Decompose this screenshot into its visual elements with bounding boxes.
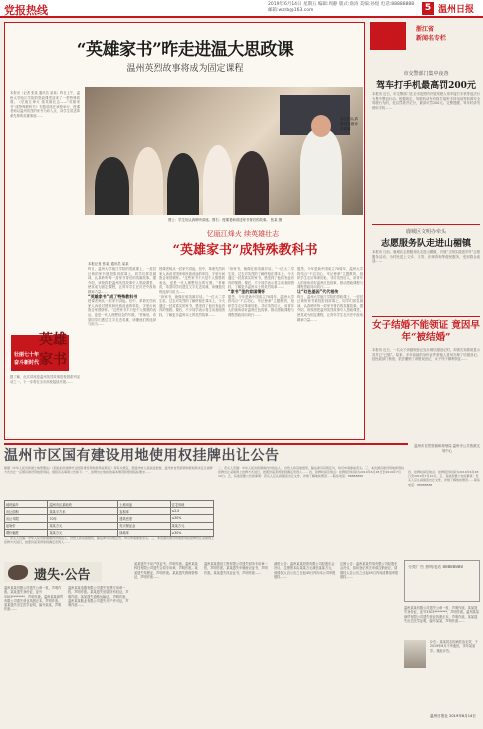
section-title: 党报热线 [4,4,48,17]
table-cell: 某某万元 [170,522,213,529]
divider [372,224,480,225]
story2-kicker: 鹿城区文明办牵头 [405,229,446,235]
page-number: 5 [422,2,434,15]
story1-headline: 驾车打手机最高罚200元 [376,81,476,91]
body-text: “读家书，就像在和英雄对话。”一位大二学生说，过去对英烈的了解停留在课本上，今天通过一封封真实的家书，感受到了他们有血有肉的情感。课后，不少同学表示将主动查阅资料，了解更多温州本土的英烈故事…… [159,294,225,317]
teacher-figure [300,129,342,215]
body-text: 昨日，温州大学瓯江学院的思政课上，一封封泛黄的家书被投影到屏幕上，同学们屏息凝神，认真聆听每一封家书背后的英雄故事。据介绍，该校将把温州英烈故事引入思政课堂，使其成为固定课程，让青年学生在历史中汲取精神力量…… [297,294,363,322]
land-parcel-table [4,500,214,537]
anniversary-badge [11,332,69,371]
story2-headline: 志愿服务队走进山楣镇 [380,239,471,249]
table-cell: 起始价 [5,522,48,529]
classified-col-6: 注销公告：温州某某贸易有限公司经股东会决议，拟向登记机关申请注销登记，请债权人自公告之日起45日内向清算组申报债权…… [340,562,399,579]
table-cell: 建筑密度 [118,515,170,522]
notice-intro: 根据《中华人民共和国土地管理法》《招标拍卖挂牌出让国有建设用地使用权规定》等有关规定，经温州市人民政府批准，温州市自然资源和规划局决定以挂牌方式出让一宗国有建设用地使用权。现将有关事项公告如下：一、挂牌出让地块的基本情况和规划指标要求…… [4,466,213,475]
section-heading: “英雄家书”成了特殊教科书 [88,293,138,299]
photo-caption: 图上：学生们认真聆听讲座。图右：授课老师讲述家书背后的故事。 张某 摄 [167,218,283,222]
photo-overlay-text: 学生们认真聆听英雄家书故事 [340,117,358,131]
classified-col-5: 减资公告：温州某某投资有限公司经股东会决议，注册资本由某某万元减至某某万元，请债权人自公告之日起45日内向本公司申报债权…… [274,562,336,579]
table-cell: ≥30% [170,529,213,536]
header-meta: 2019年6月14日 星期五 编辑:周静 版式:俞涛 美编:孙煜 电话:88888888 邮箱:wzrb@163.com [268,2,415,13]
story2-body: 本报讯 日前，鹿城区志愿服务队走进山楣镇，开展“文明实践进乡村”志愿服务活动，为村民送上义诊、义剪、法律咨询等便民服务，受到群众欢迎…… [372,250,480,264]
classified-col-1: 温州某某有限公司遗失公章一枚，声明作废。某某遗失身份证，证号3303********，声明作废。温州某某商贸有限公司遗失营业执照正本，声明作废。某某遗失出生医学证明，编号某某，声明作废…… [4,586,64,612]
body-column-4 [297,267,363,435]
table-cell: 某某万元 [48,529,118,536]
body-text: 据悉，今年是新中国成立70周年，温州大学将结合“不忘初心、牢记使命”主题教育，组织学生走访革命旧址、寻访英烈后人，用青年人的视角讲好温州红色故事，推动思政课程与课程思政同向同行…… [228,294,294,317]
section-heading: “家书”里的家国情怀 [228,288,266,294]
classifieds-header [4,562,102,582]
body-column-1 [88,267,156,435]
ad-text: 分类广告 热线电话 88888888 [408,565,463,569]
badge-line-1: 壮丽七十年 [14,352,40,358]
table-cell: 某某万元 [48,522,118,529]
table-cell: 土地用途 [118,501,170,508]
column-tag-icon [370,22,406,50]
second-kicker: 忆瓯江烽火 续英雄壮志 [206,230,280,238]
lead-paragraph-2: 据了解，此次讲座是温州英烈故事进校园系列活动之一，下一步将在全市高校陆续开展…… [10,375,80,384]
newspaper-logo: 温州日报 [438,5,475,15]
notice-org: 温州市自然资源和规划局 温州市公共资源交易中心 [414,444,480,453]
table-cell: 出让年限 [5,515,48,522]
feature-subhead: 温州英烈故事将成为固定课程 [126,64,244,74]
portrait-photo [404,640,426,668]
table-row [5,515,214,522]
badge-script-title: 英雄家书 [39,332,67,368]
feature-headline: “英雄家书”昨走进温大思政课 [76,40,294,60]
page-header [0,0,483,18]
obituary-text: 讣告：某某同志因病医治无效，于2019年6月不幸逝世，享年某某岁。谨此讣告。 [430,640,478,653]
table-cell: 容积率 [118,508,170,515]
feature-article [4,22,365,440]
table-cell: 绿地率 [118,529,170,536]
body-text: 授课老师从一封家书讲起。信中，革命先烈向家人诉说对国家和民族前途的牵挂，字里行间饱含家国情怀。“这些家书不只是个人情感的表达，更是一代人理想信念的写照。”老师说，希望同学们透过文字走近英雄，读懂他们的选择与担当…… [88,299,156,327]
table-cell: 某某平方米 [48,508,118,515]
badge-line-2: 奋斗新时代 [14,360,40,366]
classified-col-3: 某某遗失不动产权证书，声明作废。温州某某科技有限公司遗失合同专用章，声明作废。某某遗失驾驶证，声明作废。某某遗失教师资格证，声明作废…… [134,562,198,579]
table-cell: 地块编号 [5,501,48,508]
notice-contact: 四、挂牌时间及地点：挂牌报价时间为2019年6月28日至2019年7月10日。五、其他需要公告的事项：竞买人应认真阅读出让文件，详细了解地块情况……联系电话：88888888 [408,470,480,487]
mascot-icon [8,565,28,580]
body-text: 据悉，今年是新中国成立70周年，温州大学将结合“不忘初心、牢记使命”主题教育，组织学生走访革命旧址、寻访英烈后人，用青年人的视角讲好温州红色故事，推动思政课程与课程思政同向同行…… [297,267,363,290]
notice-text: 二、竞买人范围：中华人民共和国境内外的法人、自然人和其他组织，除法律另有规定外，均可申请参加竞买。三、本次国有建设用地使用权挂牌出让采取网上挂牌方式进行，按照价高者得原则确定竞得人…… [218,466,404,475]
column-tag-line-1: 浙江省 [416,26,435,33]
table-row [5,522,214,529]
section-heading: 让“红色基因”代代相传 [297,288,339,294]
column-tag [370,22,480,64]
story1-kicker: 市交警部门集中夜查 [403,71,449,77]
teacher-head [311,115,331,137]
table-row [5,501,214,508]
body-column-3 [228,267,294,435]
byline: 本报记者 张某 通讯员 某某 [88,262,129,266]
notice-text: 四、挂牌时间及地点：挂牌报价时间为2019年6月28日至2019年7月10日。五、其他需要公告的事项：竞买人应认真阅读出让文件，详细了解地块情况……联系电话：88888888 [218,470,401,479]
table-cell: 70年 [48,515,118,522]
divider [372,316,480,317]
classroom-photo [85,87,363,215]
body-text: 昨日，温州大学瓯江学院的思政课上，一封封泛黄的家书被投影到屏幕上，同学们屏息凝神，认真聆听每一封家书背后的英雄故事。据介绍，该校将把温州英烈故事引入思政课堂，使其成为固定课程，让青年学生在历史中汲取精神力量…… [88,267,156,294]
table-cell: 住宅用地 [170,501,213,508]
table-row [5,508,214,515]
body-text: 授课老师从一封家书讲起。信中，革命先烈向家人诉说对国家和民族前途的牵挂，字里行间饱含家国情怀。“这些家书不只是个人情感的表达，更是一代人理想信念的写照。”老师说，希望同学们透过文字走近英雄，读懂他们的选择与担当…… [159,267,225,294]
body-text: “读家书，就像在和英雄对话。”一位大二学生说，过去对英烈的了解停留在课本上，今天通过一封封真实的家书，感受到了他们有血有肉的情感。课后，不少同学表示将主动查阅资料，了解更多温州本土的英烈故事…… [228,267,294,290]
table-cell: ≤2.0 [170,508,213,515]
notice-terms: 二、竞买人范围：中华人民共和国境内外的法人、自然人和其他组织，除法律另有规定外，均可申请参加竞买。三、本次国有建设用地使用权挂牌出让采取网上挂牌方式进行，按照价高者得原则确定竞得人…… [4,536,214,545]
ad-box [404,560,480,602]
table-cell: ≤30% [170,515,213,522]
classified-col-2: 温州某某电器有限公司遗失发票专用章一枚，声明作废。某某遗失房屋所有权证，声明作废。某某遗失道路运输证，声明作废。温州某某鞋业有限公司遗失开户许可证，声明作废…… [68,586,129,608]
body-column-2 [159,267,225,435]
second-headline: “英雄家书”成特殊教科书 [172,243,318,258]
classifieds-title: 遗失·公告 [34,568,91,583]
notice-details [218,466,404,558]
table-cell: 增价幅度 [5,529,48,536]
story1-body: 本报讯 近日，市交警部门在全市范围内开展驾驶人驾车接打手机等违法行为集中整治行动。根据规定，驾驶机动车有拨打接听手持电话等妨碍安全驾驶行为的，处以罚款并记分，最高可罚200元。交警提醒，驾车时请勿使用手机…… [372,92,480,110]
page-footer: 温州日报社 2019年6月14日 [430,714,476,718]
column-tag-line-2: 新闻名专栏 [416,35,447,42]
story3-body: 本报讯 近日，一名女子到婚姻登记处办理结婚登记时，却被告知系统显示其早已“已婚”。原来，多年前她的身份证件被他人冒用办理了结婚登记。经民政部门核查，依法撤销了该错误登记，女子终于顺利领证…… [372,348,480,362]
table-cell: 出让面积 [5,508,48,515]
table-cell: 竞买保证金 [118,522,170,529]
table-cell: 温州市区某地块 [48,501,118,508]
notice-title: 温州市区国有建设用地使用权挂牌出让公告 [4,443,408,461]
classified-col-7: 温州某某有限公司遗失公章一枚，声明作废。某某遗失身份证，证号3303********，声明作废。温州某某商贸有限公司遗失营业执照正本，声明作废。某某遗失出生医学证明，编号某某，声明作废…… [404,606,480,623]
story3-headline: 女子结婚不能领证 竟因早年“被结婚” [372,320,480,343]
lead-paragraph: 本报讯（记者 张某 通讯员 某某）昨日上午，温州大学瓯江学院的思政课堂迎来了一堂特殊的课。《忆瓯江烽火 续英雄壮志——“英雄家书”成特殊教科书》专题讲座在该校举行，授课老师以温州英烈的家书为切入点，向学生讲述革命先辈的英雄事迹…… [10,91,80,118]
classified-col-4: 温州某某建设工程有限公司遗失财务专用章一枚，声明作废。某某遗失车辆登记证书，声明作废。某某遗失执业证书，声明作废…… [204,562,268,575]
